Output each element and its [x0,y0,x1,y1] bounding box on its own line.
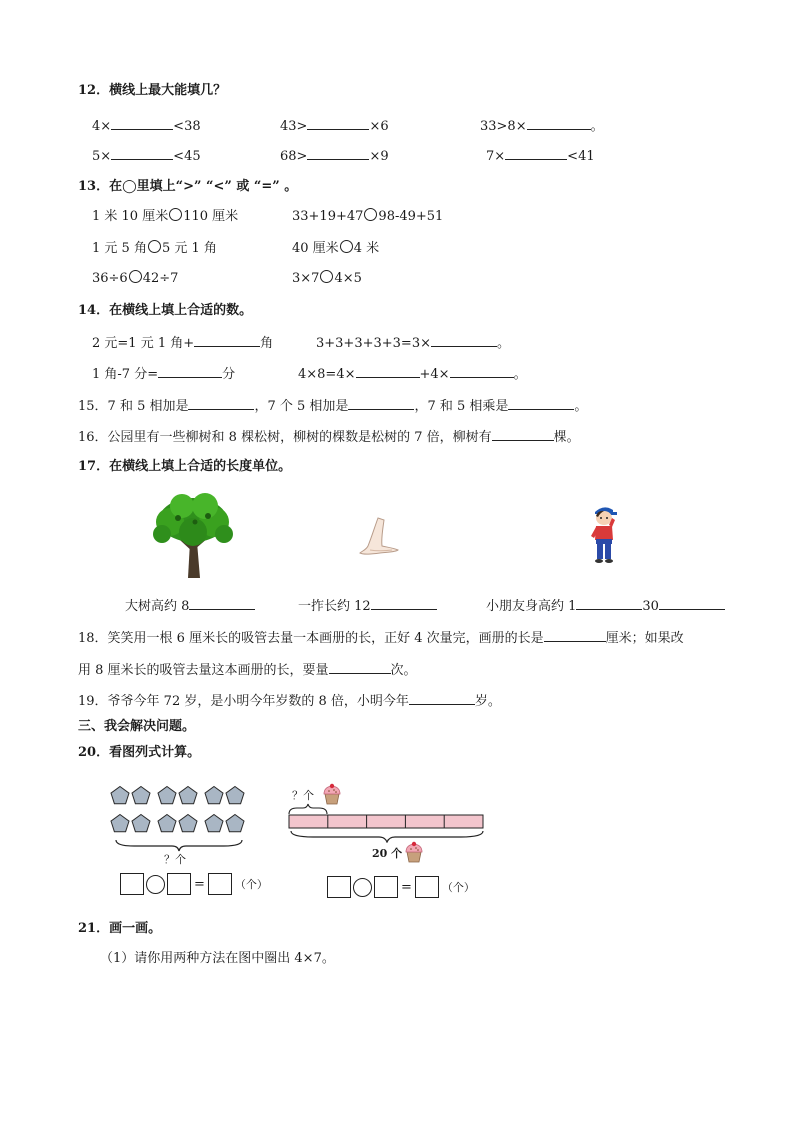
answer-box[interactable] [327,876,351,898]
pentagon-icon [226,787,244,804]
q20-left-equation: = （个） [120,873,268,895]
answer-box[interactable] [167,873,191,895]
q20-right-equation: = （个） [327,876,475,898]
answer-blank[interactable] [194,333,260,347]
q13-item3: 1 元 5 角 5 元 1 角 [92,241,217,256]
q16: 16．公园里有一些柳树和 8 棵松树，柳树的棵数是松树的 7 倍，柳树有 棵。 [78,427,580,447]
q20-total-label: 20 个 [372,847,403,860]
compare-circle[interactable] [340,240,353,253]
answer-blank[interactable] [329,660,391,674]
q17-tree-caption: 大树高约 8 [125,596,255,616]
answer-blank[interactable] [659,596,725,610]
pentagon-icon [132,787,150,804]
answer-blank[interactable] [111,146,173,160]
cupcake-icon [402,840,426,864]
answer-blank[interactable] [158,364,222,378]
q17-hand-caption: 一拃长约 12 [298,596,437,616]
q18-line1: 18．笑笑用一根 6 厘米长的吸管去量一本画册的长，正好 4 次量完，画册的长是 厘米；如果改 [78,628,684,648]
equals-sign: = [401,879,412,895]
answer-blank[interactable] [492,427,554,441]
q14-line2-left: 1 角-7 分= 分 [92,364,235,384]
q13-item4: 40 厘米 4 米 [292,241,380,256]
answer-blank[interactable] [371,596,437,610]
answer-blank[interactable] [348,396,414,410]
pentagon-icon [205,787,223,804]
answer-blank[interactable] [450,364,514,378]
q13-item6: 3×7 4×5 [292,271,362,286]
pentagon-icon [205,815,223,832]
compare-circle[interactable] [320,270,333,283]
answer-blank[interactable] [505,146,567,160]
q21-sub1: （1）请你用两种方法在图中圈出 4×7。 [100,951,335,966]
operator-circle[interactable] [146,875,165,894]
answer-box[interactable] [374,876,398,898]
pentagon-group [108,784,250,836]
q15: 15．7 和 5 相加是 ，7 个 5 相加是 ，7 和 5 相乘是 。 [78,396,587,416]
q12-row1-item2: 43> ×6 [280,116,389,136]
q21-title: 21．画一画。 [78,921,162,936]
q14-line1-right: 3+3+3+3+3=3× 。 [316,333,510,353]
answer-blank[interactable] [508,396,574,410]
q17-child-caption: 小朋友身高约 1 30 [486,596,725,616]
compare-circle[interactable] [169,208,182,221]
equals-sign: = [194,876,205,892]
q14-line1-left: 2 元=1 元 1 角+ 角 [92,333,273,353]
q14-title: 14．在横线上填上合适的数。 [78,303,253,318]
q19: 19．爷爷今年 72 岁，是小明今年岁数的 8 倍，小明今年 岁。 [78,691,501,711]
q20-right-question-label: ？个 [292,789,314,802]
brace-icon [289,829,485,843]
pentagon-icon [111,787,129,804]
answer-blank[interactable] [544,628,606,642]
child-icon [588,504,620,564]
q20-title: 20．看图列式计算。 [78,745,201,760]
pentagon-icon [226,815,244,832]
pentagon-icon [158,787,176,804]
q14-line2-right: 4×8=4× +4× 。 [298,364,527,384]
answer-blank[interactable] [307,146,369,160]
quantity-bar-diagram [287,802,487,832]
section-heading: 三、我会解决问题。 [78,719,196,734]
brace-icon [114,838,244,852]
answer-blank[interactable] [409,691,475,705]
answer-box[interactable] [120,873,144,895]
answer-blank[interactable] [527,116,591,130]
pentagon-icon [179,787,197,804]
answer-blank[interactable] [188,396,254,410]
compare-circle[interactable] [364,208,377,221]
q12-row1-item1: 4× <38 [92,116,201,136]
q12-row2-item2: 68> ×9 [280,146,389,166]
q13-title: 13．在◯里填上“>” “<” 或 “=” 。 [78,179,298,194]
pentagon-icon [132,815,150,832]
q12-row2-item3: 7× <41 [486,146,595,166]
q18-line2: 用 8 厘米长的吸管去量这本画册的长，要量 次。 [78,660,417,680]
pentagon-icon [158,815,176,832]
q13-item2: 33+19+47 98-49+51 [292,209,444,224]
compare-circle[interactable] [129,270,142,283]
q13-item1: 1 米 10 厘米 110 厘米 [92,209,239,224]
answer-box[interactable] [208,873,232,895]
answer-blank[interactable] [356,364,420,378]
answer-blank[interactable] [431,333,497,347]
hand-span-icon [356,516,402,558]
answer-blank[interactable] [111,116,173,130]
operator-circle[interactable] [353,878,372,897]
q12-row2-item1: 5× <45 [92,146,201,166]
q13-item5: 36÷6 42÷7 [92,271,179,286]
q12-row1-item3: 33>8× 。 [480,116,604,136]
answer-box[interactable] [415,876,439,898]
answer-blank[interactable] [189,596,255,610]
compare-circle[interactable] [148,240,161,253]
pentagon-icon [111,815,129,832]
answer-blank[interactable] [576,596,642,610]
q12-title: 12．横线上最大能填几？ [78,83,227,98]
answer-blank[interactable] [307,116,369,130]
tree-icon [150,492,236,580]
q20-left-question-label: ？个 [164,853,186,866]
pentagon-icon [179,815,197,832]
q17-title: 17．在横线上填上合适的长度单位。 [78,459,292,474]
